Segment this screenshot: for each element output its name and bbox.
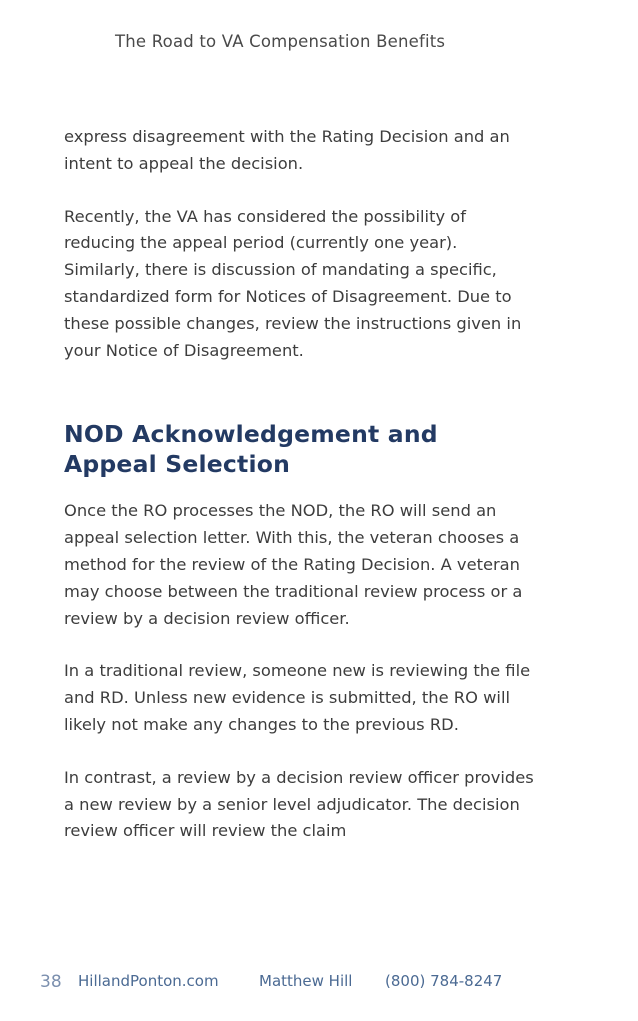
section-heading-line-1: NOD Acknowledgement and xyxy=(64,420,438,449)
body-paragraph: In a traditional review, someone new is reviewing the file and RD. Unless new evidence is submitted, the RO will likely not make any changes to the previous RD. xyxy=(64,661,531,734)
body-paragraph: Recently, the VA has considered the possibility of reducing the appeal period (currently one year). Similarly, there is discussion of mandating a specific, standardized form for Notices of Disagreement. Due to these possible changes, review the instructions given in your Notice of Disagreement. xyxy=(64,206,522,360)
website-link[interactable]: HillandPonton.com xyxy=(78,972,219,990)
section-heading xyxy=(64,419,534,479)
author-name: Matthew Hill xyxy=(259,972,353,990)
running-header: The Road to VA Compensation Benefits xyxy=(115,32,446,51)
page-footer xyxy=(40,972,620,996)
page-body xyxy=(64,124,534,845)
body-paragraph: express disagreement with the Rating Decision and an intent to appeal the decision. xyxy=(64,127,510,173)
body-paragraph: In contrast, a review by a decision review officer provides a new review by a senior level adjudicator. The decision review officer will review the claim xyxy=(64,767,534,841)
body-paragraph: Once the RO processes the NOD, the RO will send an appeal selection letter. With this, the veteran chooses a method for the review of the Rating Decision. A veteran may choose between the traditional review process or a review by a decision review officer. xyxy=(64,501,523,628)
section-heading-line-2: Appeal Selection xyxy=(64,450,291,479)
page-number: 38 xyxy=(40,972,62,992)
phone-number: (800) 784-8247 xyxy=(385,972,503,990)
